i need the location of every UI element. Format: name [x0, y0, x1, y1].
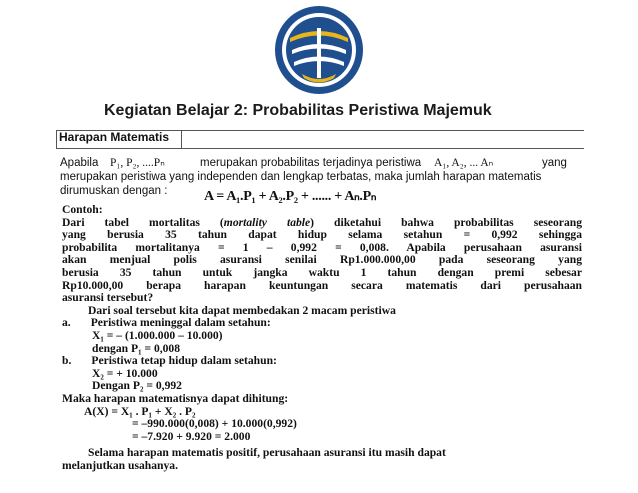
example-line: asuransi tersebut? [62, 291, 154, 305]
example-line: Rp10.000,00 berapa harapan keuntungan secara matematis dari perusahaan [62, 278, 582, 292]
expectation-formula: A = A₁.P₁ + A₂.P₂ + ...... + Aₙ.Pₙ [204, 189, 377, 204]
intro-mid: merupakan probabilitas terjadinya peristiwa [200, 157, 422, 169]
intro-line-2: merupakan peristiwa yang independen dan lengkap terbatas, maka jumlah harapan matematis [60, 171, 542, 183]
example-line: probabilita mortalitanya = 1 – 0,992 = 0,008. Apabila perusahaan asuransi [62, 240, 582, 254]
intro-line-3: dirumuskan dengan : [60, 185, 168, 197]
section-header [56, 124, 584, 152]
example-line: berusia 35 tahun untuk jangka waktu 1 tahun dengan premi sebesar [62, 265, 582, 279]
calc-heading: Maka harapan matematisnya dapat dihitung: [62, 391, 289, 405]
case-b-p: Dengan P₂ = 0,992 [92, 379, 182, 393]
example-text: Dari tabel mortalitas ( [62, 215, 224, 229]
section-label: Harapan Matematis [59, 130, 170, 144]
page-title: Kegiatan Belajar 2: Probabilitas Peristiwa Majemuk [104, 102, 492, 119]
example-line: yang berusia 35 tahun dapat hidup selama setahun = 0,992 sehingga [62, 228, 582, 242]
example-text: ) diketahui bahwa probabilitas seseorang [310, 215, 582, 229]
case-b-x: X₂ = + 10.000 [92, 366, 158, 380]
section-top-rule [180, 130, 584, 131]
case-b-label: b. [62, 354, 72, 368]
case-a-p: dengan P₁ = 0,008 [92, 341, 181, 355]
calc-line-3: = –7.920 + 9.920 = 2.000 [132, 429, 251, 443]
intro-lead: Apabila [60, 157, 99, 169]
calc-line-2: = –990.000(0,008) + 10.000(0,992) [132, 417, 297, 431]
intro-tail: yang [542, 157, 567, 169]
p-list: P₁, P₂, ....Pₙ [110, 157, 165, 169]
example-line: akan menjual polis asuransi senilai Rp1.000.000,00 pada seseorang yang [62, 253, 582, 267]
example-italic: mortality table [223, 215, 311, 229]
case-a-label: a. [62, 316, 71, 330]
case-b [62, 355, 582, 368]
case-a-x: X₁ = – (1.000.000 – 10.000) [92, 328, 223, 342]
calc-line-1: A(X) = X₁ . P₁ + X₂ . P₂ [84, 404, 196, 418]
example-line: Dari soal tersebut kita dapat membedakan 2 macam peristiwa [88, 303, 396, 317]
case-a-text: Peristiwa meninggal dalam setahun: [90, 316, 271, 330]
institution-logo-icon [272, 4, 366, 96]
a-list: A₁, A₂, ... Aₙ [434, 157, 494, 169]
example-heading: Contoh: [62, 203, 103, 216]
example-block [62, 204, 582, 472]
conclusion-line-2: melanjutkan usahanya. [62, 458, 178, 472]
case-b-text: Peristiwa tetap hidup dalam setahun: [91, 354, 277, 368]
intro-line-1 [60, 156, 580, 170]
conclusion-line-1: Selama harapan matematis positif, perusahaan asuransi itu masih dapat [88, 446, 446, 460]
section-bottom-rule [56, 148, 584, 149]
